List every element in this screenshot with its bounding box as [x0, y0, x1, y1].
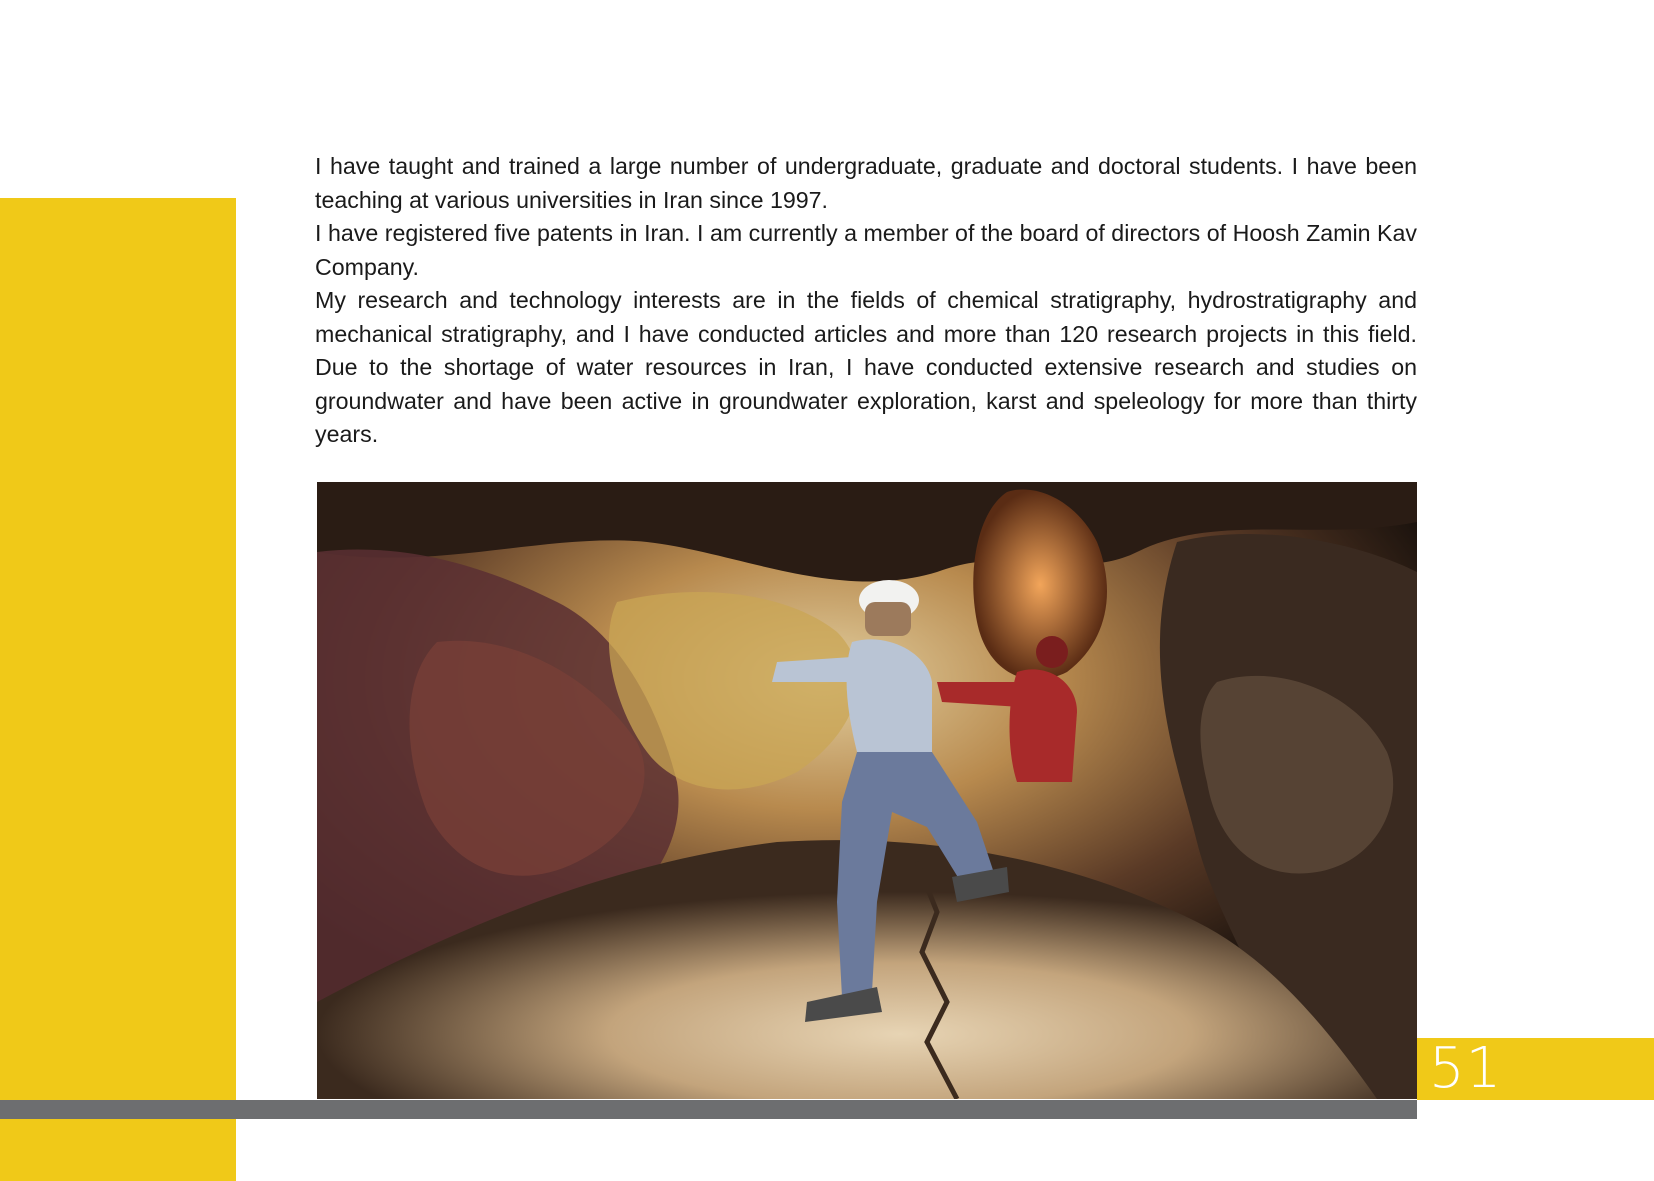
paragraph-patents: I have registered five patents in Iran. I am currently a member of the board of directors of Hoosh Zamin Kav Company. [315, 220, 1417, 280]
bottom-gray-bar [0, 1100, 1417, 1119]
page-number: 51 [1429, 1036, 1503, 1101]
body-text [315, 150, 1417, 452]
cave-illustration [317, 482, 1417, 1099]
paragraph-research: My research and technology interests are in the fields of chemical stratigraphy, hydrostratigraphy and mechanical stratigraphy, and I have conducted articles and more than 120 research projects in this field. Due to the shortage of water resources in Iran, I have conducted extensive research and studies on groundwater and have been active in groundwater exploration, karst and speleology for more than thirty years. [315, 287, 1417, 447]
cave-photo [317, 482, 1417, 1099]
page-number-box [1417, 1038, 1654, 1100]
paragraph-teaching: I have taught and trained a large number of undergraduate, graduate and doctoral students. I have been teaching at various universities in Iran since 1997. [315, 153, 1417, 213]
left-yellow-band [0, 198, 236, 1181]
